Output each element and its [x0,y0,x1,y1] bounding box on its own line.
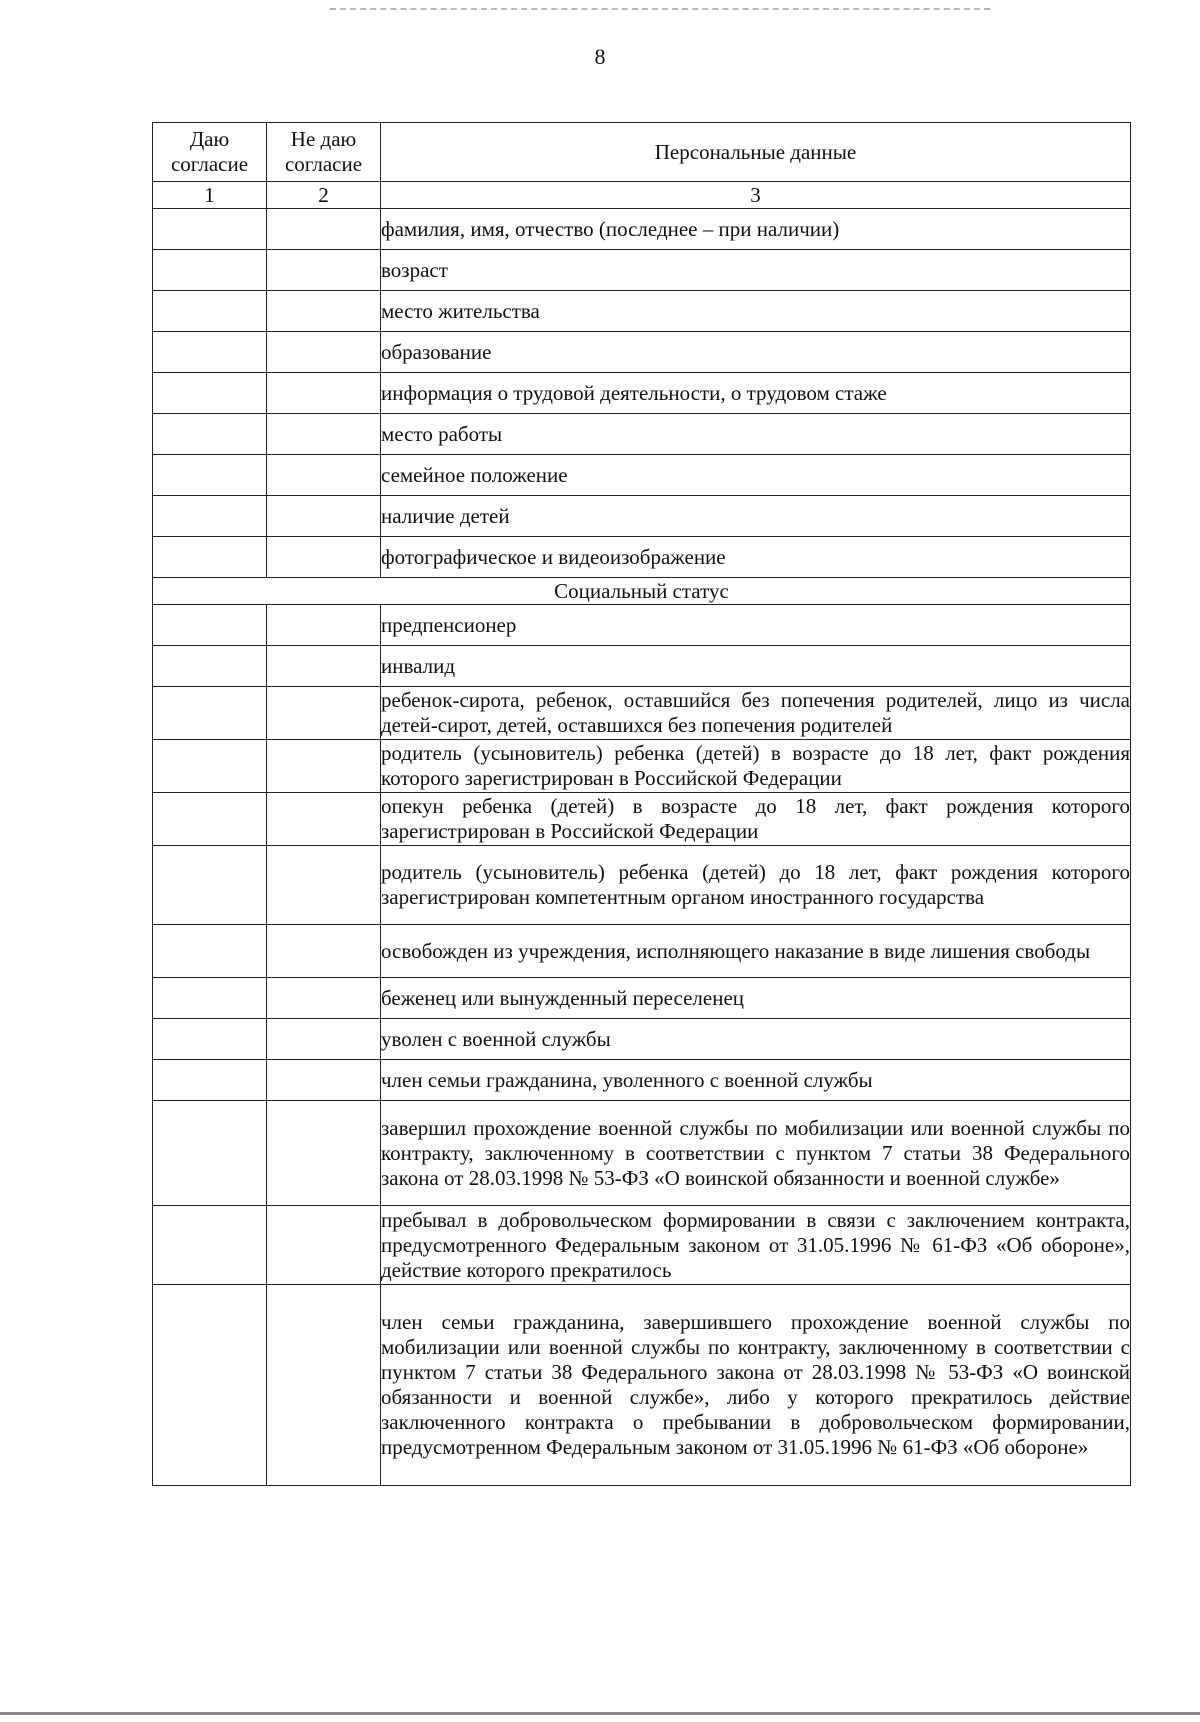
personal-data-item: фотографическое и видеоизображение [381,537,1131,578]
header-give-consent: Даю согласие [153,123,267,182]
deny-consent-cell[interactable] [267,332,381,373]
personal-data-item: освобожден из учреждения, исполняющего наказание в виде лишения свободы [381,925,1131,978]
table-row [153,1060,1131,1101]
table-row [153,496,1131,537]
give-consent-cell[interactable] [153,537,267,578]
column-number-row [153,182,1131,209]
personal-data-item: место работы [381,414,1131,455]
give-consent-cell[interactable] [153,1101,267,1206]
personal-data-item: член семьи гражданина, уволенного с военной службы [381,1060,1131,1101]
personal-data-item: беженец или вынужденный переселенец [381,978,1131,1019]
personal-data-item: ребенок-сирота, ребенок, оставшийся без попечения родителей, лицо из числа детей-сирот, детей, оставшихся без попечения родителей [381,687,1131,740]
table-row [153,740,1131,793]
give-consent-cell[interactable] [153,291,267,332]
personal-data-item: завершил прохождение военной службы по мобилизации или военной службы по контракту, заключенному в соответствии с пунктом 7 статьи 38 Федерального закона от 28.03.1998 № 53-ФЗ «О воинской обязанности и военной службе» [381,1101,1131,1206]
column-number-2: 2 [267,182,381,209]
deny-consent-cell[interactable] [267,925,381,978]
deny-consent-cell[interactable] [267,455,381,496]
give-consent-cell[interactable] [153,793,267,846]
personal-data-item: возраст [381,250,1131,291]
give-consent-cell[interactable] [153,740,267,793]
table-row [153,1285,1131,1486]
personal-data-item: место жительства [381,291,1131,332]
give-consent-cell[interactable] [153,1206,267,1285]
deny-consent-cell[interactable] [267,291,381,332]
table-row [153,846,1131,925]
deny-consent-cell[interactable] [267,414,381,455]
personal-data-item: предпенсионер [381,605,1131,646]
column-number-1: 1 [153,182,267,209]
table-header-row [153,123,1131,182]
deny-consent-cell[interactable] [267,496,381,537]
table-row [153,1019,1131,1060]
deny-consent-cell[interactable] [267,740,381,793]
give-consent-cell[interactable] [153,1060,267,1101]
deny-consent-cell[interactable] [267,605,381,646]
scan-artifact-top [330,8,990,10]
deny-consent-cell[interactable] [267,646,381,687]
deny-consent-cell[interactable] [267,1285,381,1486]
give-consent-cell[interactable] [153,978,267,1019]
deny-consent-cell[interactable] [267,373,381,414]
deny-consent-cell[interactable] [267,793,381,846]
table-row [153,978,1131,1019]
section-row [153,578,1131,605]
personal-data-item: член семьи гражданина, завершившего прохождение военной службы по мобилизации или военной службы по контракту, заключенному в соответствии с пунктом 7 статьи 38 Федерального закона от 28.03.1998 № 53-ФЗ «О воинской обязанности и военной службе», либо у которого прекратилось действие заключенного контракта о пребывании в добровольческом формировании, предусмотренном Федеральным законом от 31.05.1996 № 61-ФЗ «Об обороне» [381,1285,1131,1486]
personal-data-item: образование [381,332,1131,373]
table-row [153,209,1131,250]
deny-consent-cell[interactable] [267,537,381,578]
table-row [153,332,1131,373]
give-consent-cell[interactable] [153,332,267,373]
personal-data-item: фамилия, имя, отчество (последнее – при наличии) [381,209,1131,250]
table-row [153,605,1131,646]
give-consent-cell[interactable] [153,1285,267,1486]
deny-consent-cell[interactable] [267,978,381,1019]
table-row [153,1206,1131,1285]
deny-consent-cell[interactable] [267,1101,381,1206]
personal-data-item: уволен с военной службы [381,1019,1131,1060]
deny-consent-cell[interactable] [267,1019,381,1060]
section-title-social-status: Социальный статус [153,578,1131,605]
page-number: 8 [594,44,606,69]
give-consent-cell[interactable] [153,250,267,291]
table-row [153,687,1131,740]
personal-data-item: информация о трудовой деятельности, о трудовом стаже [381,373,1131,414]
deny-consent-cell[interactable] [267,209,381,250]
give-consent-cell[interactable] [153,496,267,537]
give-consent-cell[interactable] [153,455,267,496]
give-consent-cell[interactable] [153,209,267,250]
give-consent-cell[interactable] [153,846,267,925]
table-row [153,373,1131,414]
table-row [153,793,1131,846]
personal-data-item: опекун ребенка (детей) в возрасте до 18 лет, факт рождения которого зарегистрирован в Российской Федерации [381,793,1131,846]
personal-data-item: инвалид [381,646,1131,687]
give-consent-cell[interactable] [153,687,267,740]
deny-consent-cell[interactable] [267,846,381,925]
deny-consent-cell[interactable] [267,1060,381,1101]
deny-consent-cell[interactable] [267,250,381,291]
personal-data-item: пребывал в добровольческом формировании в связи с заключением контракта, предусмотренного Федеральным законом от 31.05.1996 № 61-ФЗ «Об обороне», действие которого прекратилось [381,1206,1131,1285]
table-row [153,925,1131,978]
personal-data-item: наличие детей [381,496,1131,537]
header-personal-data: Персональные данные [381,123,1131,182]
give-consent-cell[interactable] [153,646,267,687]
personal-data-item: родитель (усыновитель) ребенка (детей) в возрасте до 18 лет, факт рождения которого зарегистрирован в Российской Федерации [381,740,1131,793]
deny-consent-cell[interactable] [267,687,381,740]
table-row [153,414,1131,455]
table-row [153,537,1131,578]
personal-data-item: родитель (усыновитель) ребенка (детей) до 18 лет, факт рождения которого зарегистрирован компетентным органом иностранного государства [381,846,1131,925]
table-row [153,1101,1131,1206]
give-consent-cell[interactable] [153,373,267,414]
table-row [153,291,1131,332]
table-row [153,646,1131,687]
deny-consent-cell[interactable] [267,1206,381,1285]
table-row [153,250,1131,291]
personal-data-consent-table [152,122,1131,1486]
personal-data-item: семейное положение [381,455,1131,496]
give-consent-cell[interactable] [153,414,267,455]
give-consent-cell[interactable] [153,925,267,978]
column-number-3: 3 [381,182,1131,209]
scan-artifact-bottom [0,1712,1200,1715]
table-row [153,455,1131,496]
give-consent-cell[interactable] [153,1019,267,1060]
header-deny-consent: Не даю согласие [267,123,381,182]
give-consent-cell[interactable] [153,605,267,646]
